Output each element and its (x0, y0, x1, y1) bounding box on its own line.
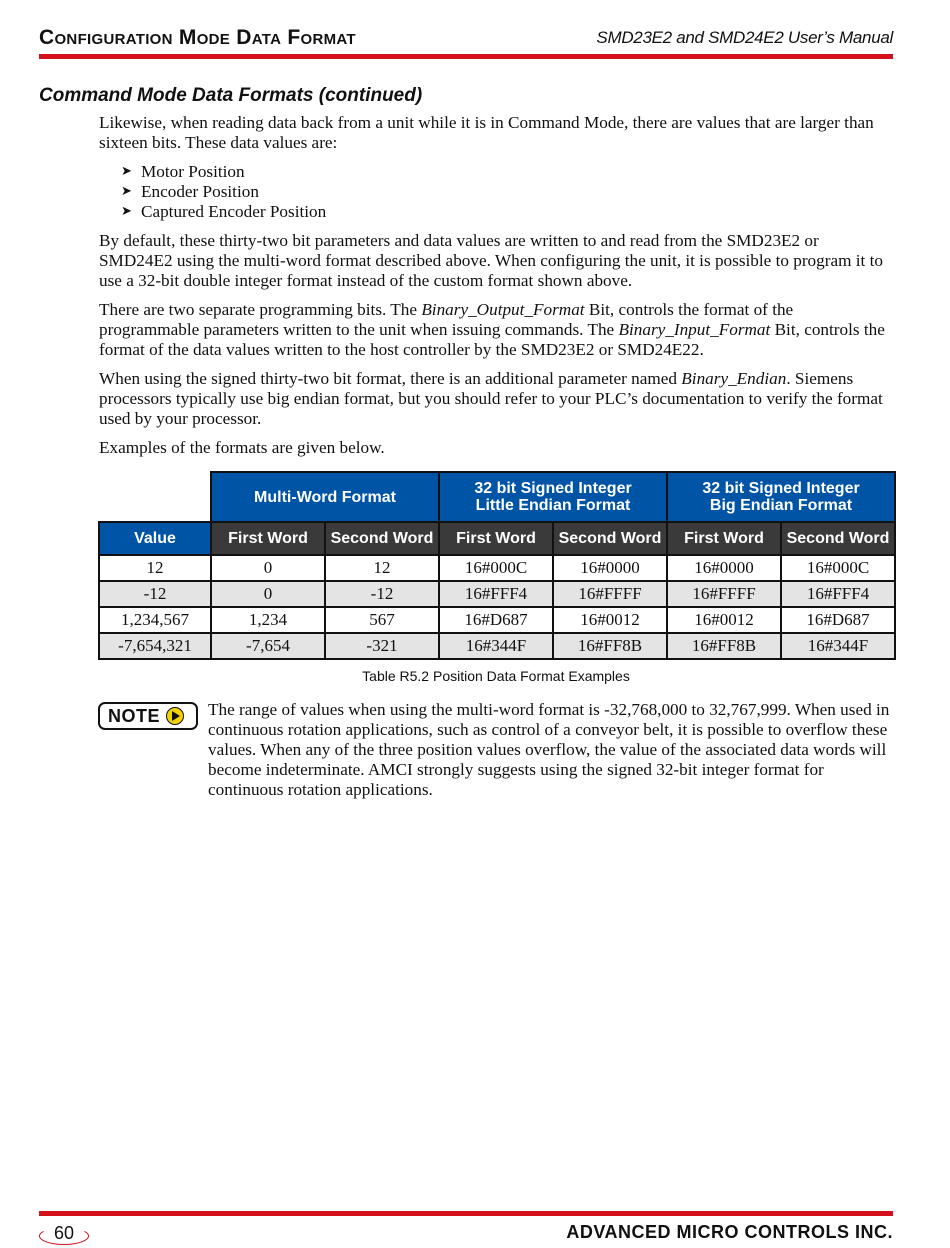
table-cell: -7,654 (211, 633, 325, 659)
list-item: ➤ Motor Position (121, 162, 245, 181)
big-endian-header: 32 bit Signed Integer Big Endian Format (667, 472, 895, 522)
table-cell: 16#D687 (781, 607, 895, 633)
page-header-title: Configuration Mode Data Format (39, 26, 356, 49)
table-cell: 1,234 (211, 607, 325, 633)
section-heading: Command Mode Data Formats (continued) (39, 85, 423, 106)
binary-output-format-term: Binary_Output_Format (421, 300, 585, 319)
table-cell: 567 (325, 607, 439, 633)
bullet-arrow-icon: ➤ (121, 184, 132, 199)
table-cell: 16#FFFF (553, 581, 667, 607)
group-header-row (99, 472, 895, 522)
column-header: First Word (439, 522, 553, 555)
table-cell: 16#344F (781, 633, 895, 659)
manual-title: SMD23E2 and SMD24E2 User’s Manual (596, 28, 893, 47)
table-cell: 16#FF8B (667, 633, 781, 659)
table-cell: 16#000C (439, 555, 553, 581)
note-text: The range of values when using the multi-word format is -32,768,000 to 32,767,999. When used in continuous rotation applications, such as control of a conveyor belt, it is possible to overflow these values. When any of the three position values overflow, the value of the associated data words will become indeterminate. AMCI strongly suggests using the signed 32-bit integer format for continuous rotation applications. (208, 700, 890, 799)
table-cell: 12 (99, 555, 211, 581)
table-row (99, 607, 895, 633)
table-cell: 16#0012 (553, 607, 667, 633)
column-header-row (99, 522, 895, 555)
table-cell: 16#FFF4 (439, 581, 553, 607)
multi-word-format-header: Multi-Word Format (211, 472, 439, 522)
header-rule (39, 54, 893, 59)
table-cell: 16#FFF4 (781, 581, 895, 607)
table-cell: 16#000C (781, 555, 895, 581)
table-cell: 16#D687 (439, 607, 553, 633)
column-header: Second Word (325, 522, 439, 555)
little-endian-header: 32 bit Signed Integer Little Endian Format (439, 472, 667, 522)
body-content (99, 113, 894, 467)
table-cell: 16#0000 (553, 555, 667, 581)
table-caption: Table R5.2 Position Data Format Examples (362, 668, 630, 684)
note-arrow-icon (166, 707, 184, 725)
table-cell: 1,234,567 (99, 607, 211, 633)
table-cell: 16#0012 (667, 607, 781, 633)
intro-paragraph: Likewise, when reading data back from a unit while it is in Command Mode, there are values that are larger than sixteen bits. These data values are: (99, 113, 874, 152)
list-item: ➤ Encoder Position (121, 182, 259, 201)
table-cell: -12 (325, 581, 439, 607)
company-name: ADVANCED MICRO CONTROLS INC. (566, 1222, 893, 1242)
examples-paragraph: Examples of the formats are given below. (99, 438, 385, 457)
table-cell: -12 (99, 581, 211, 607)
note-badge (98, 702, 198, 730)
table-cell: 16#FF8B (553, 633, 667, 659)
note-label: NOTE (108, 705, 161, 726)
list-item: ➤ Captured Encoder Position (121, 202, 327, 221)
column-header: Value (99, 522, 211, 555)
table-cell: 16#0000 (667, 555, 781, 581)
footer-rule (39, 1211, 893, 1216)
table-cell: 0 (211, 581, 325, 607)
table-row (99, 581, 895, 607)
page-number: 60 (54, 1223, 75, 1243)
column-header: First Word (667, 522, 781, 555)
table-row (99, 633, 895, 659)
table-cell: -7,654,321 (99, 633, 211, 659)
bullet-arrow-icon: ➤ (121, 164, 132, 179)
data-value-list (121, 162, 894, 222)
binary-endian-term: Binary_Endian (681, 369, 787, 388)
column-header: Second Word (553, 522, 667, 555)
bullet-arrow-icon: ➤ (121, 204, 132, 219)
column-header: Second Word (781, 522, 895, 555)
table-row (99, 555, 895, 581)
default-format-paragraph: By default, these thirty-two bit parameters and data values are written to and read from the SMD23E2 or SMD24E2 using the multi-word format described above. When configuring the unit, it is possible to program it to use a 32-bit double integer format instead of the custom format shown above. (99, 231, 883, 290)
table-cell: 12 (325, 555, 439, 581)
position-format-table (98, 471, 896, 660)
column-header: First Word (211, 522, 325, 555)
table-cell: 16#FFFF (667, 581, 781, 607)
table-cell: 0 (211, 555, 325, 581)
programming-bits-paragraph: There are two separate programming bits. The Binary_Output_Format Bit, controls the format of the programmable parameters written to the unit when issuing commands. The Binary_Input_Format Bit, controls the format of the data values written to the host controller by the SMD23E2 or SMD24E22. (99, 300, 885, 359)
table-cell: -321 (325, 633, 439, 659)
table-cell: 16#344F (439, 633, 553, 659)
binary-input-format-term: Binary_Input_Format (618, 320, 771, 339)
endian-paragraph: When using the signed thirty-two bit format, there is an additional parameter named Binary_Endian. Siemens processors typically use big endian format, but you should refer to your PLC’s documentation to verify the format used by your processor. (99, 369, 883, 428)
